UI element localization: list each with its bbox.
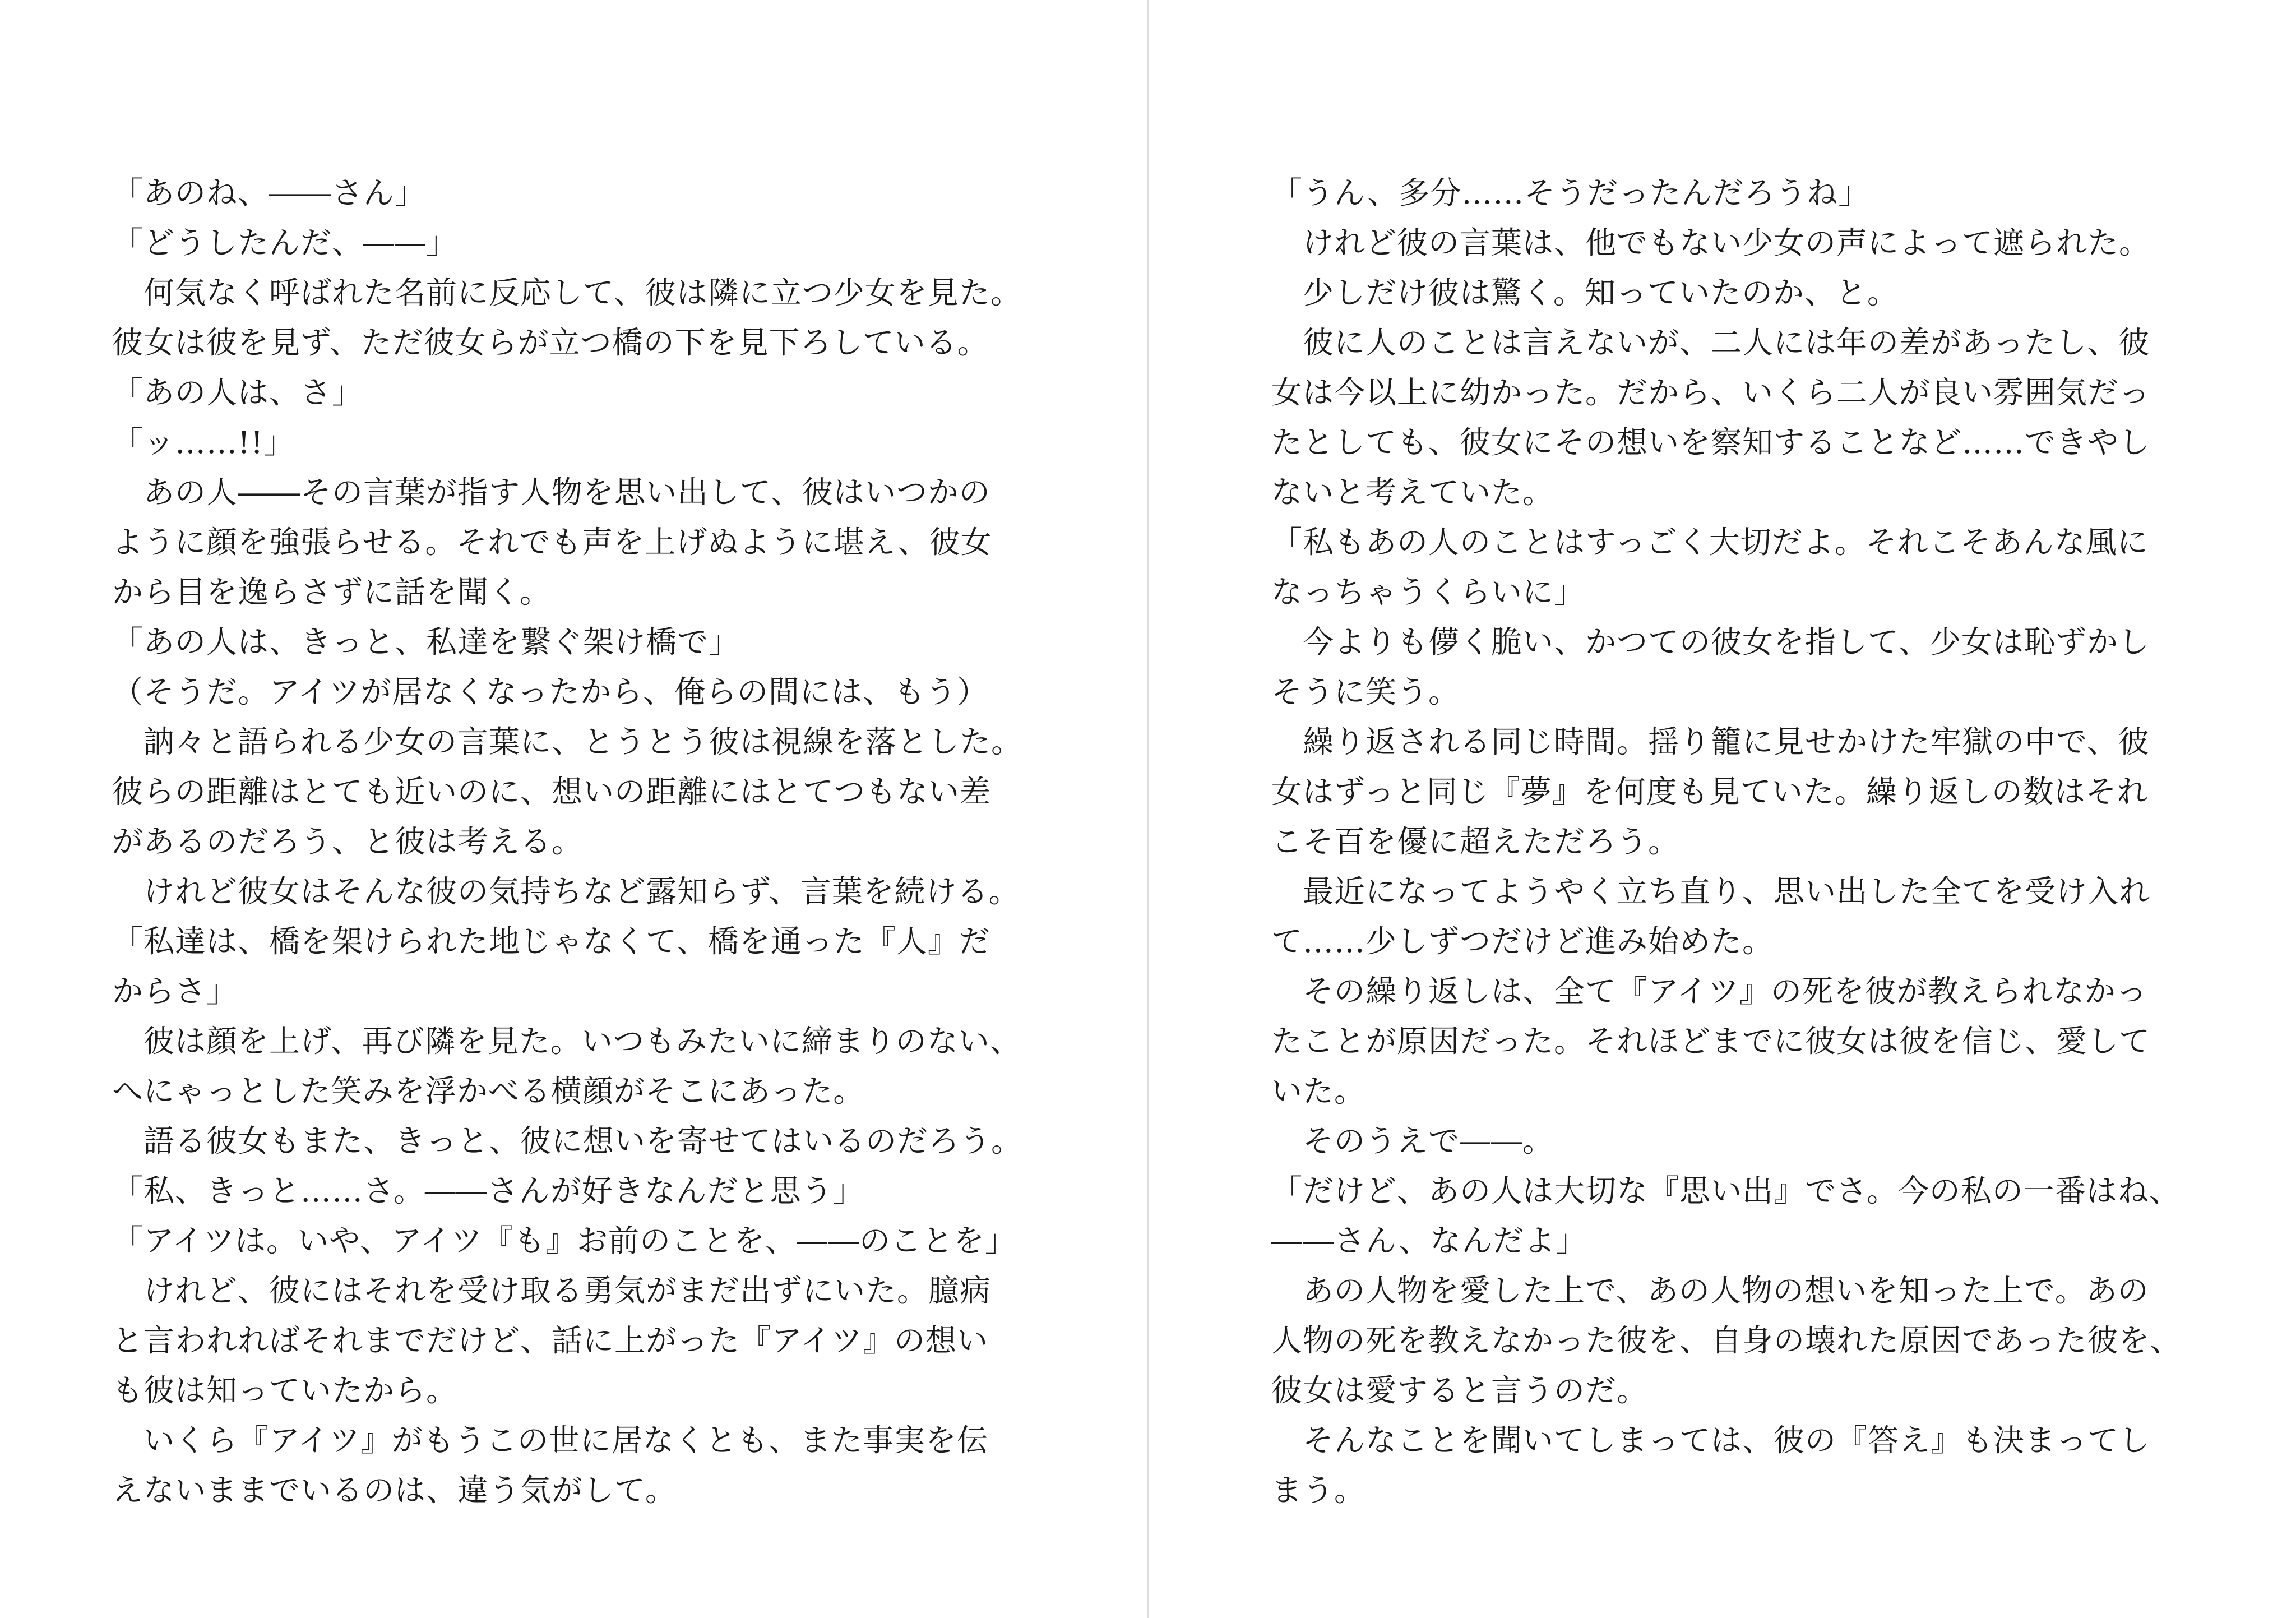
text-line: 語る彼女もまた、きっと、彼に想いを寄せてはいるのだろう。 — [112, 1123, 1023, 1159]
text-line: 「だけど、あの人は大切な『思い出』でさ。今の私の一番はね、 — [1271, 1173, 2181, 1209]
text-line: （そうだ。アイツが居なくなったから、俺らの間には、もう） — [112, 674, 989, 710]
text-line: まう。 — [1271, 1472, 1366, 1508]
text-line: そうに笑う。 — [1271, 674, 1460, 710]
text-line: も彼は知っていたから。 — [112, 1372, 458, 1408]
text-line: そのうえで――。 — [1271, 1123, 1554, 1159]
text-line: 彼女は彼を見ず、ただ彼女らが立つ橋の下を見下ろしている。 — [112, 325, 989, 360]
text-line: いくら『アイツ』がもうこの世に居なくとも、また事実を伝 — [112, 1422, 989, 1458]
text-line: 「私、きっと……さ。――さんが好きなんだと思う」 — [112, 1173, 864, 1209]
text-line: たとしても、彼女にその想いを察知することなど……できやし — [1271, 424, 2151, 460]
text-line: 「あの人は、さ」 — [112, 375, 364, 410]
text-line: 「ッ……!!」 — [112, 424, 295, 460]
left-page-text — [112, 168, 1065, 1515]
text-line: 少しだけ彼は驚く。知っていたのか、と。 — [1271, 275, 1899, 311]
text-line: えないままでいるのは、違う気がして。 — [112, 1472, 677, 1508]
text-line: 「あのね、――さん」 — [112, 175, 427, 211]
text-line: 訥々と語られる少女の言葉に、とうとう彼は視線を落とした。 — [112, 724, 1023, 760]
text-line: その繰り返しは、全て『アイツ』の死を彼が教えられなかっ — [1271, 973, 2148, 1009]
text-line: ――さん、なんだよ」 — [1271, 1223, 1587, 1259]
text-line: と言われればそれまでだけど、話に上がった『アイツ』の想い — [112, 1323, 989, 1358]
text-line: 彼女は愛すると言うのだ。 — [1271, 1372, 1649, 1408]
text-line: けれど、彼にはそれを受け取る勇気がまだ出ずにいた。臆病 — [112, 1273, 992, 1309]
left-page — [0, 0, 1147, 1618]
text-line: て……少しずつだけど進み始めた。 — [1271, 923, 1774, 959]
text-line: 彼らの距離はとても近いのに、想いの距離にはとてつもない差 — [112, 774, 992, 810]
text-line: があるのだろう、と彼は考える。 — [112, 824, 584, 859]
text-line: 「私もあの人のことはすっごく大切だよ。それこそあんな風に — [1271, 524, 2149, 560]
text-line: 何気なく呼ばれた名前に反応して、彼は隣に立つ少女を見た。 — [112, 275, 1022, 311]
text-line: から目を逸らさずに話を聞く。 — [112, 574, 551, 610]
right-page-text — [1271, 168, 2235, 1515]
text-line: けれど彼女はそんな彼の気持ちなど露知らず、言葉を続ける。 — [112, 873, 1020, 909]
text-line: なっちゃうくらいに」 — [1271, 574, 1586, 610]
right-page — [1149, 0, 2296, 1618]
text-line: からさ」 — [112, 973, 238, 1009]
text-line: ないと考えていた。 — [1271, 474, 1554, 510]
text-line: へにゃっとした笑みを浮かべる横顔がそこにあった。 — [112, 1073, 865, 1109]
text-line: 「うん、多分……そうだったんだろうね」 — [1271, 175, 1870, 211]
text-line: 彼に人のことは言えないが、二人には年の差があったし、彼 — [1271, 325, 2150, 360]
text-line: 「どうしたんだ、――」 — [112, 225, 458, 261]
text-line: 「私達は、橋を架けられた地じゃなくて、橋を通った『人』だ — [112, 923, 990, 959]
text-line: 今よりも儚く脆い、かつての彼女を指して、少女は恥ずかし — [1271, 624, 2150, 660]
text-line: 女は今以上に幼かった。だから、いくら二人が良い雰囲気だっ — [1271, 375, 2151, 410]
text-line: 人物の死を教えなかった彼を、自身の壊れた原因であった彼を、 — [1271, 1323, 2182, 1358]
text-line: あの人――その言葉が指す人物を思い出して、彼はいつかの — [112, 474, 990, 510]
text-line: 繰り返される同じ時間。揺り籠に見せかけた牢獄の中で、彼 — [1271, 724, 2150, 760]
text-line: 「アイツは。いや、アイツ『も』お前のことを、――のことを」 — [112, 1223, 1017, 1259]
text-line: 女はずっと同じ『夢』を何度も見ていた。繰り返しの数はそれ — [1271, 774, 2149, 810]
text-line: ように顔を強張らせる。それでも声を上げぬように堪え、彼女 — [112, 524, 992, 560]
text-line: 彼は顔を上げ、再び隣を見た。いつもみたいに締まりのない、 — [112, 1023, 1021, 1059]
text-line: あの人物を愛した上で、あの人物の想いを知った上で。あの — [1271, 1273, 2149, 1309]
text-line: そんなことを聞いてしまっては、彼の『答え』も決まってし — [1271, 1422, 2151, 1458]
text-line: こそ百を優に超えただろう。 — [1271, 824, 1680, 859]
text-line: けれど彼の言葉は、他でもない少女の声によって遮られた。 — [1271, 225, 2151, 261]
text-line: たことが原因だった。それほどまでに彼女は彼を信じ、愛して — [1271, 1023, 2151, 1059]
text-line: 最近になってようやく立ち直り、思い出した全てを受け入れ — [1271, 873, 2151, 909]
text-line: 「あの人は、きっと、私達を繋ぐ架け橋で」 — [112, 624, 740, 660]
text-line: いた。 — [1271, 1073, 1366, 1109]
